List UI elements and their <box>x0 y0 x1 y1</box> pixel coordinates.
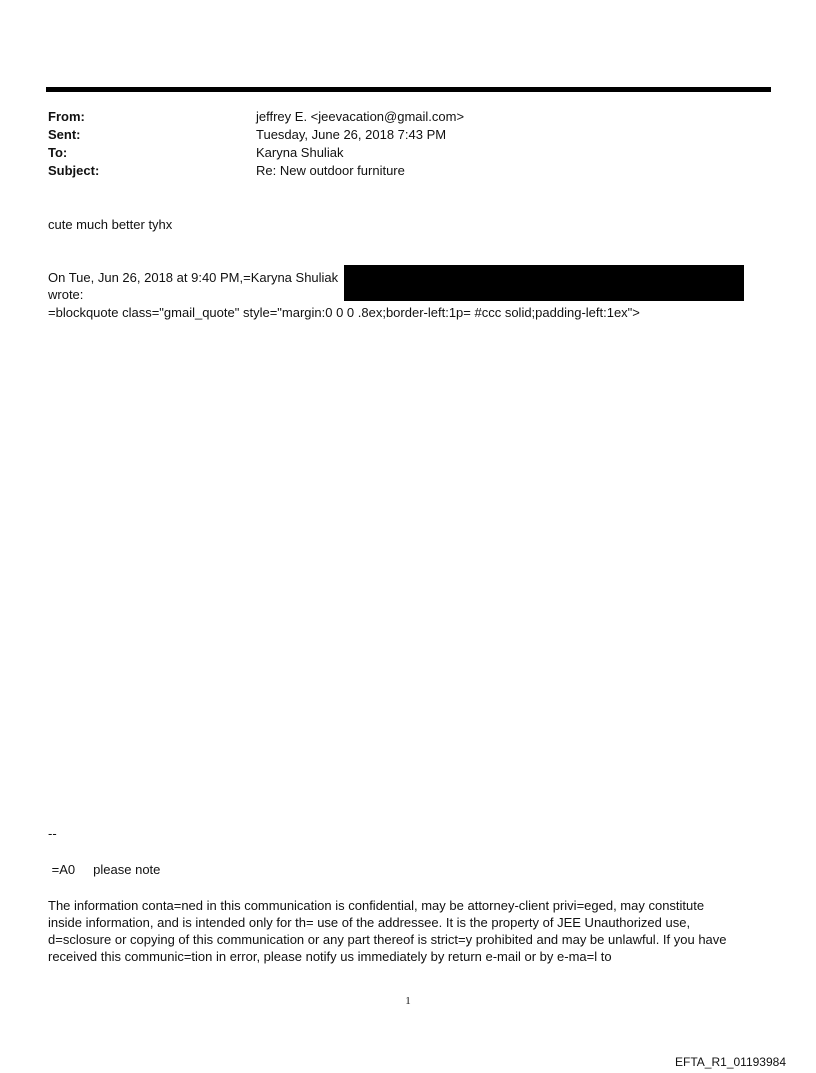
subject-value: Re: New outdoor furniture <box>256 163 405 178</box>
subject-row <box>48 162 748 180</box>
quote-wrote: wrote: <box>48 287 84 302</box>
sent-label: Sent: <box>48 127 81 142</box>
subject-label: Subject: <box>48 163 100 178</box>
email-header <box>48 108 748 180</box>
page-number: 1 <box>405 995 411 1007</box>
from-label: From: <box>48 109 85 124</box>
from-row <box>48 108 748 126</box>
disclaimer-line: d=sclosure or copying of this communication or any part thereof is strict=y prohibited and may be unlawful. If you have <box>48 932 727 947</box>
to-value: Karyna Shuliak <box>256 145 344 160</box>
disclaimer <box>48 897 768 965</box>
to-label: To: <box>48 145 68 160</box>
sent-value: Tuesday, June 26, 2018 7:43 PM <box>256 127 447 142</box>
disclaimer-line: received this communic=tion in error, please notify us immediately by return e-mail or by e-ma=l to <box>48 949 612 964</box>
bates-id: EFTA_R1_01193984 <box>675 1055 786 1069</box>
please-note-line: =A0 please note <box>48 862 161 877</box>
redaction-box <box>344 265 744 301</box>
disclaimer-line: inside information, and is intended only for th= use of the addressee. It is the property of JEE Unauthorized use, <box>48 915 691 930</box>
sent-row <box>48 126 748 144</box>
signature-dash: -- <box>48 826 57 841</box>
reply-text: cute much better tyhx <box>48 217 173 232</box>
quote-intro: On Tue, Jun 26, 2018 at 9:40 PM,=Karyna Shuliak <box>48 270 339 285</box>
disclaimer-line: The information conta=ned in this communication is confidential, may be attorney-client privi=eged, may constitute <box>48 898 705 913</box>
quote-markup: =blockquote class="gmail_quote" style="margin:0 0 0 .8ex;border-left:1p= #ccc solid;padding-left:1ex"> <box>48 305 640 320</box>
header-rule <box>46 87 771 92</box>
from-value: jeffrey E. <jeevacation@gmail.com> <box>256 109 465 124</box>
to-row <box>48 144 748 162</box>
